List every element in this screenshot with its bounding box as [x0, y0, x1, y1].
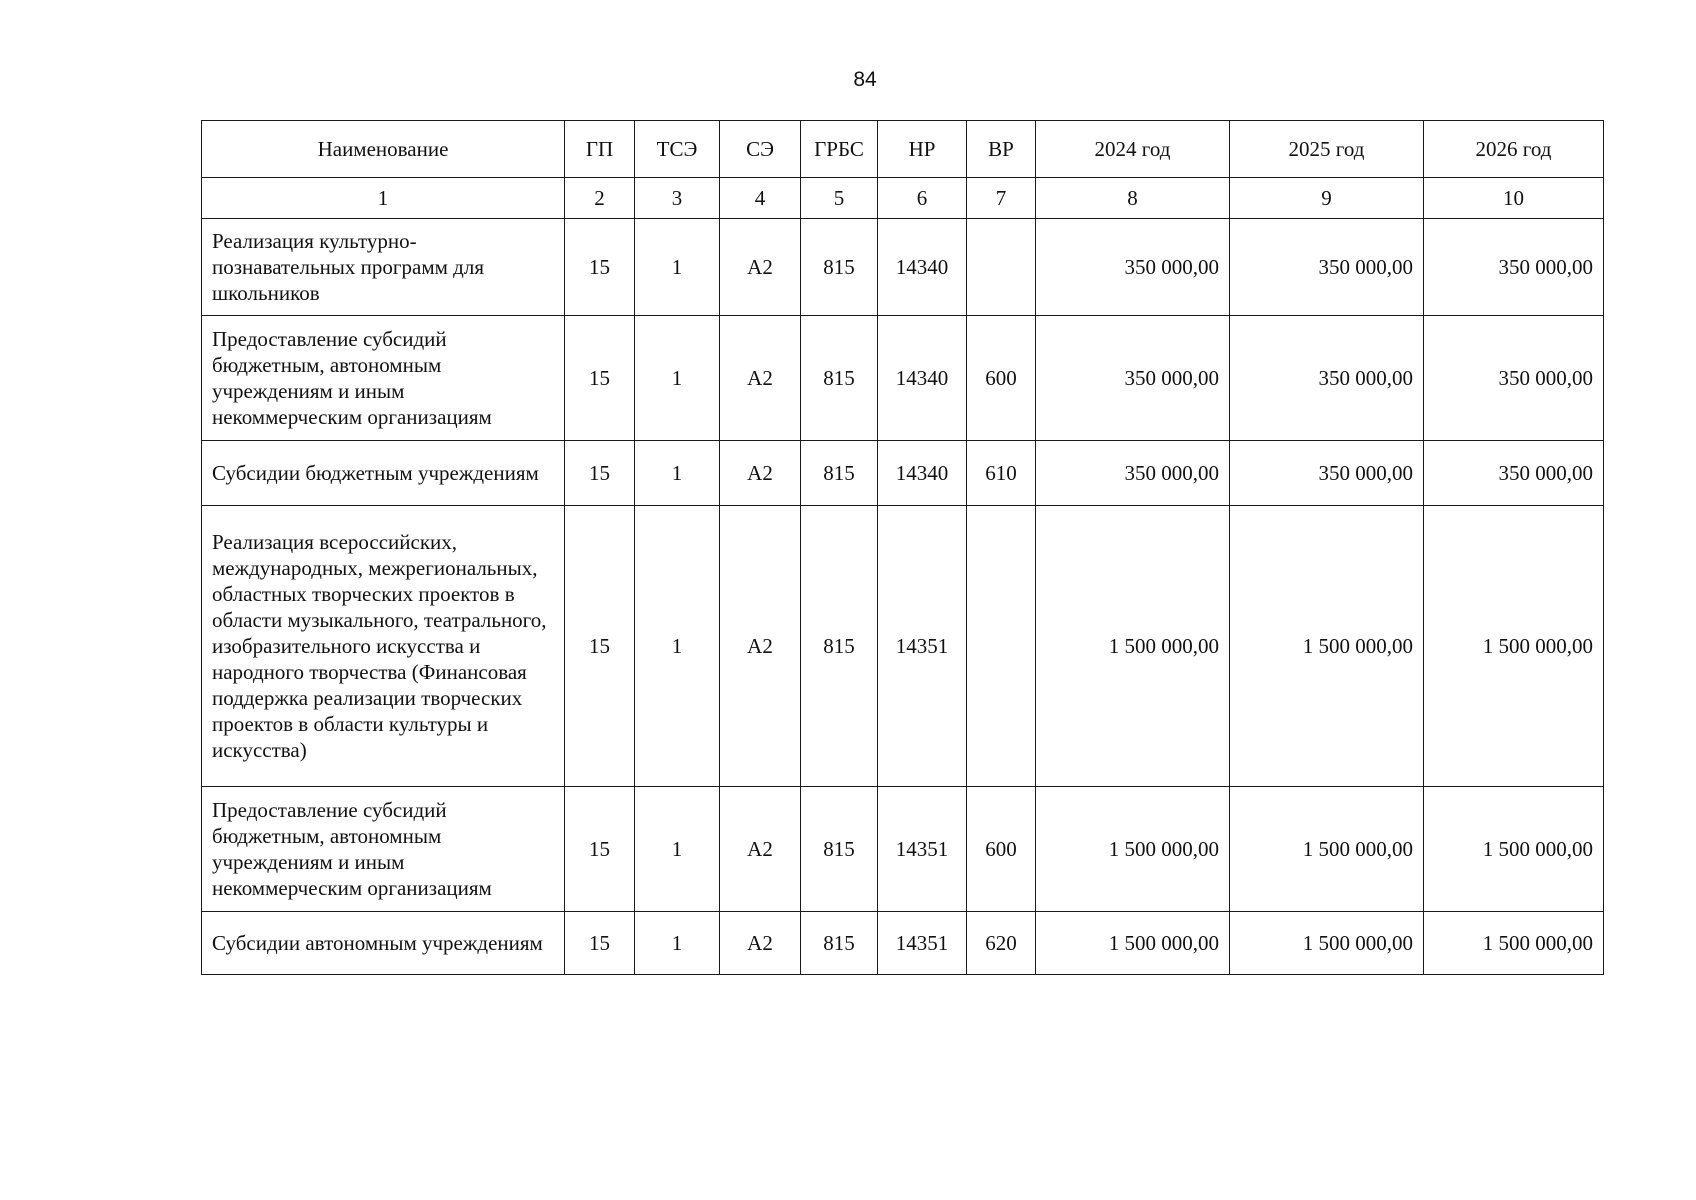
cell-nr: 14351 — [878, 912, 967, 975]
cell-2024: 1 500 000,00 — [1036, 787, 1230, 912]
table-row — [202, 441, 1604, 506]
column-index: 5 — [801, 178, 878, 219]
cell-grbs: 815 — [801, 506, 878, 787]
header-tse: ТСЭ — [635, 121, 720, 178]
row-name: Реализация всероссийских, международных, межрегиональных, областных творческих проектов в области музыкального, театрального, изобразительного искусства и народного творчества (Финансовая поддержка реализации творческих проектов в области культуры и искусства) — [202, 506, 565, 787]
cell-nr: 14340 — [878, 316, 967, 441]
cell-2026: 1 500 000,00 — [1424, 787, 1604, 912]
cell-tse: 1 — [635, 441, 720, 506]
cell-2025: 1 500 000,00 — [1230, 787, 1424, 912]
cell-nr: 14351 — [878, 506, 967, 787]
column-index: 2 — [565, 178, 635, 219]
cell-se: А2 — [720, 912, 801, 975]
cell-2026: 350 000,00 — [1424, 441, 1604, 506]
column-index: 6 — [878, 178, 967, 219]
header-vr: ВР — [967, 121, 1036, 178]
column-index: 1 — [202, 178, 565, 219]
cell-nr: 14351 — [878, 787, 967, 912]
table-row — [202, 219, 1604, 316]
row-name: Субсидии автономным учреждениям — [202, 912, 565, 975]
cell-se: А2 — [720, 506, 801, 787]
header-se: СЭ — [720, 121, 801, 178]
cell-vr: 620 — [967, 912, 1036, 975]
header-2026: 2026 год — [1424, 121, 1604, 178]
cell-grbs: 815 — [801, 219, 878, 316]
cell-2026: 350 000,00 — [1424, 316, 1604, 441]
column-index-row — [202, 178, 1604, 219]
header-row — [202, 121, 1604, 178]
cell-grbs: 815 — [801, 912, 878, 975]
column-index: 10 — [1424, 178, 1604, 219]
cell-vr: 610 — [967, 441, 1036, 506]
header-name: Наименование — [202, 121, 565, 178]
cell-2025: 350 000,00 — [1230, 219, 1424, 316]
cell-2024: 1 500 000,00 — [1036, 506, 1230, 787]
column-index: 8 — [1036, 178, 1230, 219]
cell-vr — [967, 219, 1036, 316]
cell-grbs: 815 — [801, 441, 878, 506]
cell-gp: 15 — [565, 506, 635, 787]
cell-nr: 14340 — [878, 219, 967, 316]
cell-se: А2 — [720, 787, 801, 912]
column-index: 7 — [967, 178, 1036, 219]
column-index: 4 — [720, 178, 801, 219]
table-row — [202, 316, 1604, 441]
cell-gp: 15 — [565, 787, 635, 912]
header-2025: 2025 год — [1230, 121, 1424, 178]
cell-gp: 15 — [565, 441, 635, 506]
row-name: Реализация культурно-познавательных программ для школьников — [202, 219, 565, 316]
cell-2025: 350 000,00 — [1230, 441, 1424, 506]
cell-gp: 15 — [565, 316, 635, 441]
row-name: Субсидии бюджетным учреждениям — [202, 441, 565, 506]
cell-2025: 1 500 000,00 — [1230, 506, 1424, 787]
cell-2024: 350 000,00 — [1036, 316, 1230, 441]
header-gp: ГП — [565, 121, 635, 178]
cell-2026: 350 000,00 — [1424, 219, 1604, 316]
cell-vr: 600 — [967, 787, 1036, 912]
cell-tse: 1 — [635, 506, 720, 787]
header-nr: НР — [878, 121, 967, 178]
cell-2024: 350 000,00 — [1036, 441, 1230, 506]
cell-vr — [967, 506, 1036, 787]
cell-2026: 1 500 000,00 — [1424, 912, 1604, 975]
cell-2026: 1 500 000,00 — [1424, 506, 1604, 787]
row-name: Предоставление субсидий бюджетным, автономным учреждениям и иным некоммерческим организациям — [202, 316, 565, 441]
cell-tse: 1 — [635, 912, 720, 975]
cell-tse: 1 — [635, 316, 720, 441]
cell-nr: 14340 — [878, 441, 967, 506]
page-number: 84 — [853, 68, 877, 91]
cell-vr: 600 — [967, 316, 1036, 441]
cell-se: А2 — [720, 441, 801, 506]
cell-tse: 1 — [635, 787, 720, 912]
cell-se: А2 — [720, 219, 801, 316]
header-2024: 2024 год — [1036, 121, 1230, 178]
cell-tse: 1 — [635, 219, 720, 316]
cell-grbs: 815 — [801, 787, 878, 912]
column-index: 3 — [635, 178, 720, 219]
cell-2024: 1 500 000,00 — [1036, 912, 1230, 975]
cell-2024: 350 000,00 — [1036, 219, 1230, 316]
cell-gp: 15 — [565, 912, 635, 975]
cell-gp: 15 — [565, 219, 635, 316]
cell-grbs: 815 — [801, 316, 878, 441]
header-grbs: ГРБС — [801, 121, 878, 178]
table-row — [202, 506, 1604, 787]
cell-2025: 1 500 000,00 — [1230, 912, 1424, 975]
table-row — [202, 787, 1604, 912]
column-index: 9 — [1230, 178, 1424, 219]
cell-se: А2 — [720, 316, 801, 441]
budget-table — [201, 120, 1604, 975]
row-name: Предоставление субсидий бюджетным, автономным учреждениям и иным некоммерческим организациям — [202, 787, 565, 912]
cell-2025: 350 000,00 — [1230, 316, 1424, 441]
table-row — [202, 912, 1604, 975]
